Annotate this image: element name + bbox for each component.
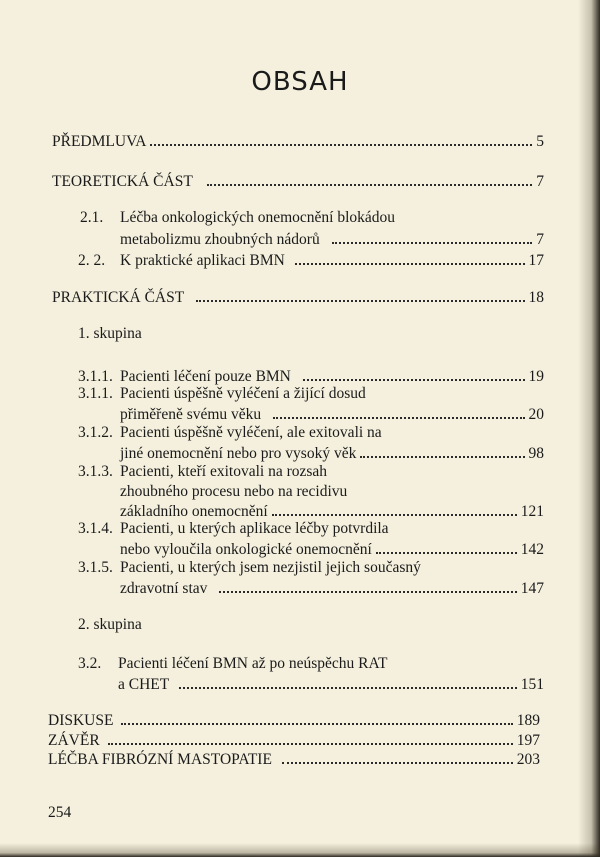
toc-leader (121, 713, 512, 725)
page-title: OBSAH (251, 67, 349, 97)
toc-num: 3.1.2. (78, 424, 113, 441)
toc-page: 5 (536, 133, 544, 150)
page-edge-shadow (578, 0, 600, 857)
toc-leader (108, 733, 513, 745)
toc-leader (295, 253, 525, 265)
toc-label: základního onemocnění (120, 503, 268, 520)
toc-leader (196, 290, 524, 302)
toc-entry-2-1[interactable] (120, 229, 544, 251)
toc-label: jiné onemocnění nebo pro vysoký věk (120, 445, 357, 462)
toc-label: ZÁVĚR (48, 732, 100, 749)
toc-entry-3-1-3-line2[interactable]: zhoubného procesu nebo na recidivu (120, 483, 348, 500)
toc-label: nebo vyloučila onkologické onemocnění (120, 541, 372, 558)
toc-entry-prakticka[interactable] (52, 287, 544, 309)
toc-entry-predmluva[interactable] (52, 131, 544, 153)
toc-page: 147 (520, 580, 544, 597)
toc-num: 2. 2. (78, 252, 106, 269)
toc-page: 98 (528, 445, 544, 462)
toc-page: 197 (516, 732, 540, 749)
section-heading-skupina-2: 2. skupina (78, 616, 142, 633)
toc-entry-3-1-1b-line1[interactable]: Pacienti úspěšně vyléčení a žijící dosud (120, 385, 366, 402)
toc-leader (303, 369, 525, 381)
toc-page: 7 (536, 231, 544, 248)
toc-label: K praktické aplikaci BMN (120, 252, 285, 269)
toc-leader (332, 232, 533, 244)
section-heading-skupina-1: 1. skupina (78, 325, 142, 342)
toc-num: 2.1. (80, 209, 104, 226)
toc-num: 3.1.3. (78, 463, 113, 480)
toc-label: metabolizmu zhoubných nádorů (120, 231, 320, 248)
toc-leader (360, 446, 524, 458)
toc-page: 142 (520, 541, 544, 558)
toc-leader (219, 581, 516, 593)
toc-leader (207, 174, 532, 186)
toc-entry-3-1-5-line1[interactable]: Pacienti, u kterých jsem nezjistil jejich současný (120, 559, 421, 576)
toc-label: přiměřeně svému věku (120, 406, 262, 423)
toc-page: 18 (528, 289, 544, 306)
toc-entry-3-1-4-line1[interactable]: Pacienti, u kterých aplikace léčby potvrdila (120, 520, 389, 537)
toc-leader (179, 677, 517, 689)
toc-label: TEORETICKÁ ČÁST (52, 173, 193, 190)
toc-entry-teoreticka[interactable] (52, 171, 544, 193)
toc-leader (376, 542, 517, 554)
toc-label: DISKUSE (48, 712, 114, 729)
toc-entry-2-2[interactable] (120, 250, 544, 272)
toc-entry-3-1-3-line1[interactable]: Pacienti, kteří exitovali na rozsah (120, 463, 328, 480)
toc-entry-mastopatie[interactable] (48, 749, 540, 771)
toc-page: 189 (516, 712, 540, 729)
toc-label: PRAKTICKÁ ČÁST (52, 289, 185, 306)
toc-entry-3-2-line1[interactable]: Pacienti léčení BMN až po neúspěchu RAT (118, 655, 388, 672)
toc-page: 203 (516, 751, 540, 768)
toc-num: 3.1.1. (78, 368, 113, 385)
toc-label: a CHET (118, 676, 170, 693)
toc-page: 17 (528, 252, 544, 269)
toc-label: zdravotní stav (120, 580, 208, 597)
toc-label: Pacienti léčení pouze BMN (120, 368, 291, 385)
toc-label: LÉČBA FIBRÓZNÍ MASTOPATIE (48, 751, 272, 768)
toc-num: 3.1.4. (78, 520, 113, 537)
toc-entry-2-1-line1[interactable]: Léčba onkologických onemocnění blokádou (120, 209, 396, 226)
toc-leader (282, 752, 513, 764)
toc-entry-3-1-2-line1[interactable]: Pacienti úspěšně vyléčení, ale exitovali na (120, 424, 382, 441)
toc-page: 151 (520, 676, 544, 693)
page-bottom-shadow (0, 843, 600, 857)
toc-num: 3.1.1. (78, 385, 113, 402)
toc-label: PŘEDMLUVA (52, 133, 147, 150)
toc-page: 19 (528, 368, 544, 385)
toc-entry-3-1-5[interactable] (120, 578, 544, 600)
toc-num: 3.1.5. (78, 559, 113, 576)
toc-leader (272, 504, 517, 516)
toc-leader (150, 134, 532, 146)
toc-entry-3-2[interactable] (118, 674, 544, 696)
toc-page: 121 (520, 503, 544, 520)
toc-entry-diskuse[interactable] (48, 710, 540, 732)
page-number: 254 (48, 804, 72, 821)
toc-leader (273, 407, 524, 419)
toc-num: 3.2. (78, 655, 102, 672)
toc-page: 7 (536, 173, 544, 190)
toc-page: 20 (528, 406, 544, 423)
